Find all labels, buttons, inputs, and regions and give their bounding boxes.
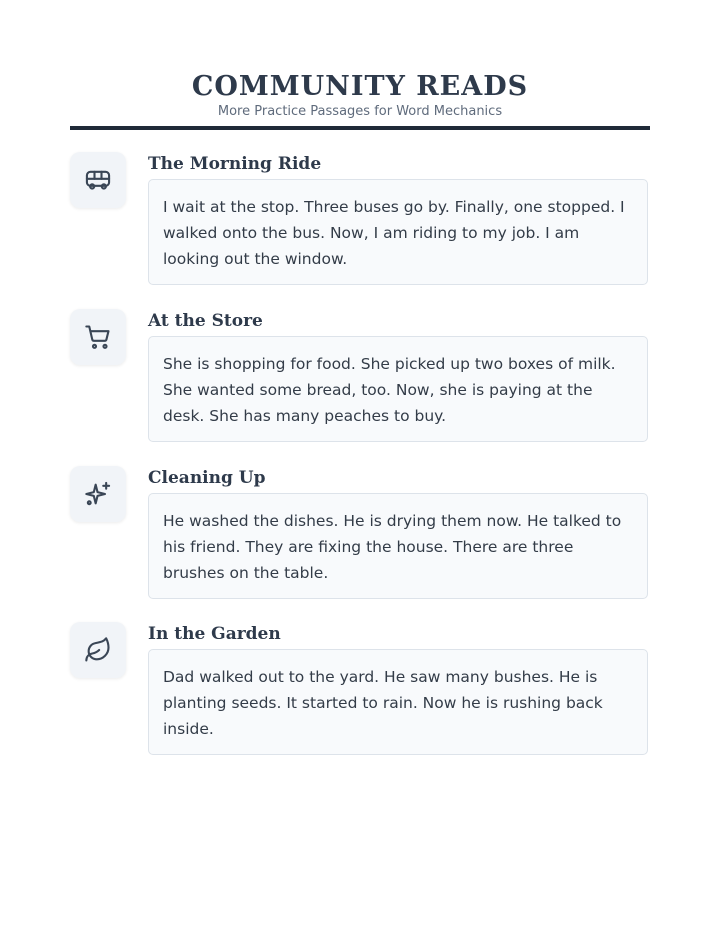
passage-text: I wait at the stop. Three buses go by. Finally, one stopped. I walked onto the bus. Now, I am riding to my job. I am looking out the window. bbox=[148, 179, 648, 285]
section-title: At the Store bbox=[148, 311, 263, 331]
page-header bbox=[70, 70, 650, 120]
page-title: COMMUNITY READS bbox=[191, 71, 529, 102]
section-title: Cleaning Up bbox=[148, 468, 266, 488]
header-divider bbox=[70, 126, 650, 130]
bus-icon bbox=[70, 152, 126, 208]
passage-text: Dad walked out to the yard. He saw many bushes. He is planting seeds. It started to rain. Now he is rushing back inside. bbox=[148, 649, 648, 755]
passage-text: He washed the dishes. He is drying them now. He talked to his friend. They are fixing the house. There are three brushes on the table. bbox=[148, 493, 648, 599]
section-title: The Morning Ride bbox=[148, 154, 322, 174]
leaf-icon bbox=[70, 622, 126, 678]
passage-text: She is shopping for food. She picked up two boxes of milk. She wanted some bread, too. Now, she is paying at the desk. She has many peaches to buy. bbox=[148, 336, 648, 442]
section-title: In the Garden bbox=[148, 624, 281, 644]
shopping-cart-icon bbox=[70, 309, 126, 365]
page-subtitle: More Practice Passages for Word Mechanics bbox=[217, 104, 503, 119]
sparkles-icon bbox=[70, 466, 126, 522]
